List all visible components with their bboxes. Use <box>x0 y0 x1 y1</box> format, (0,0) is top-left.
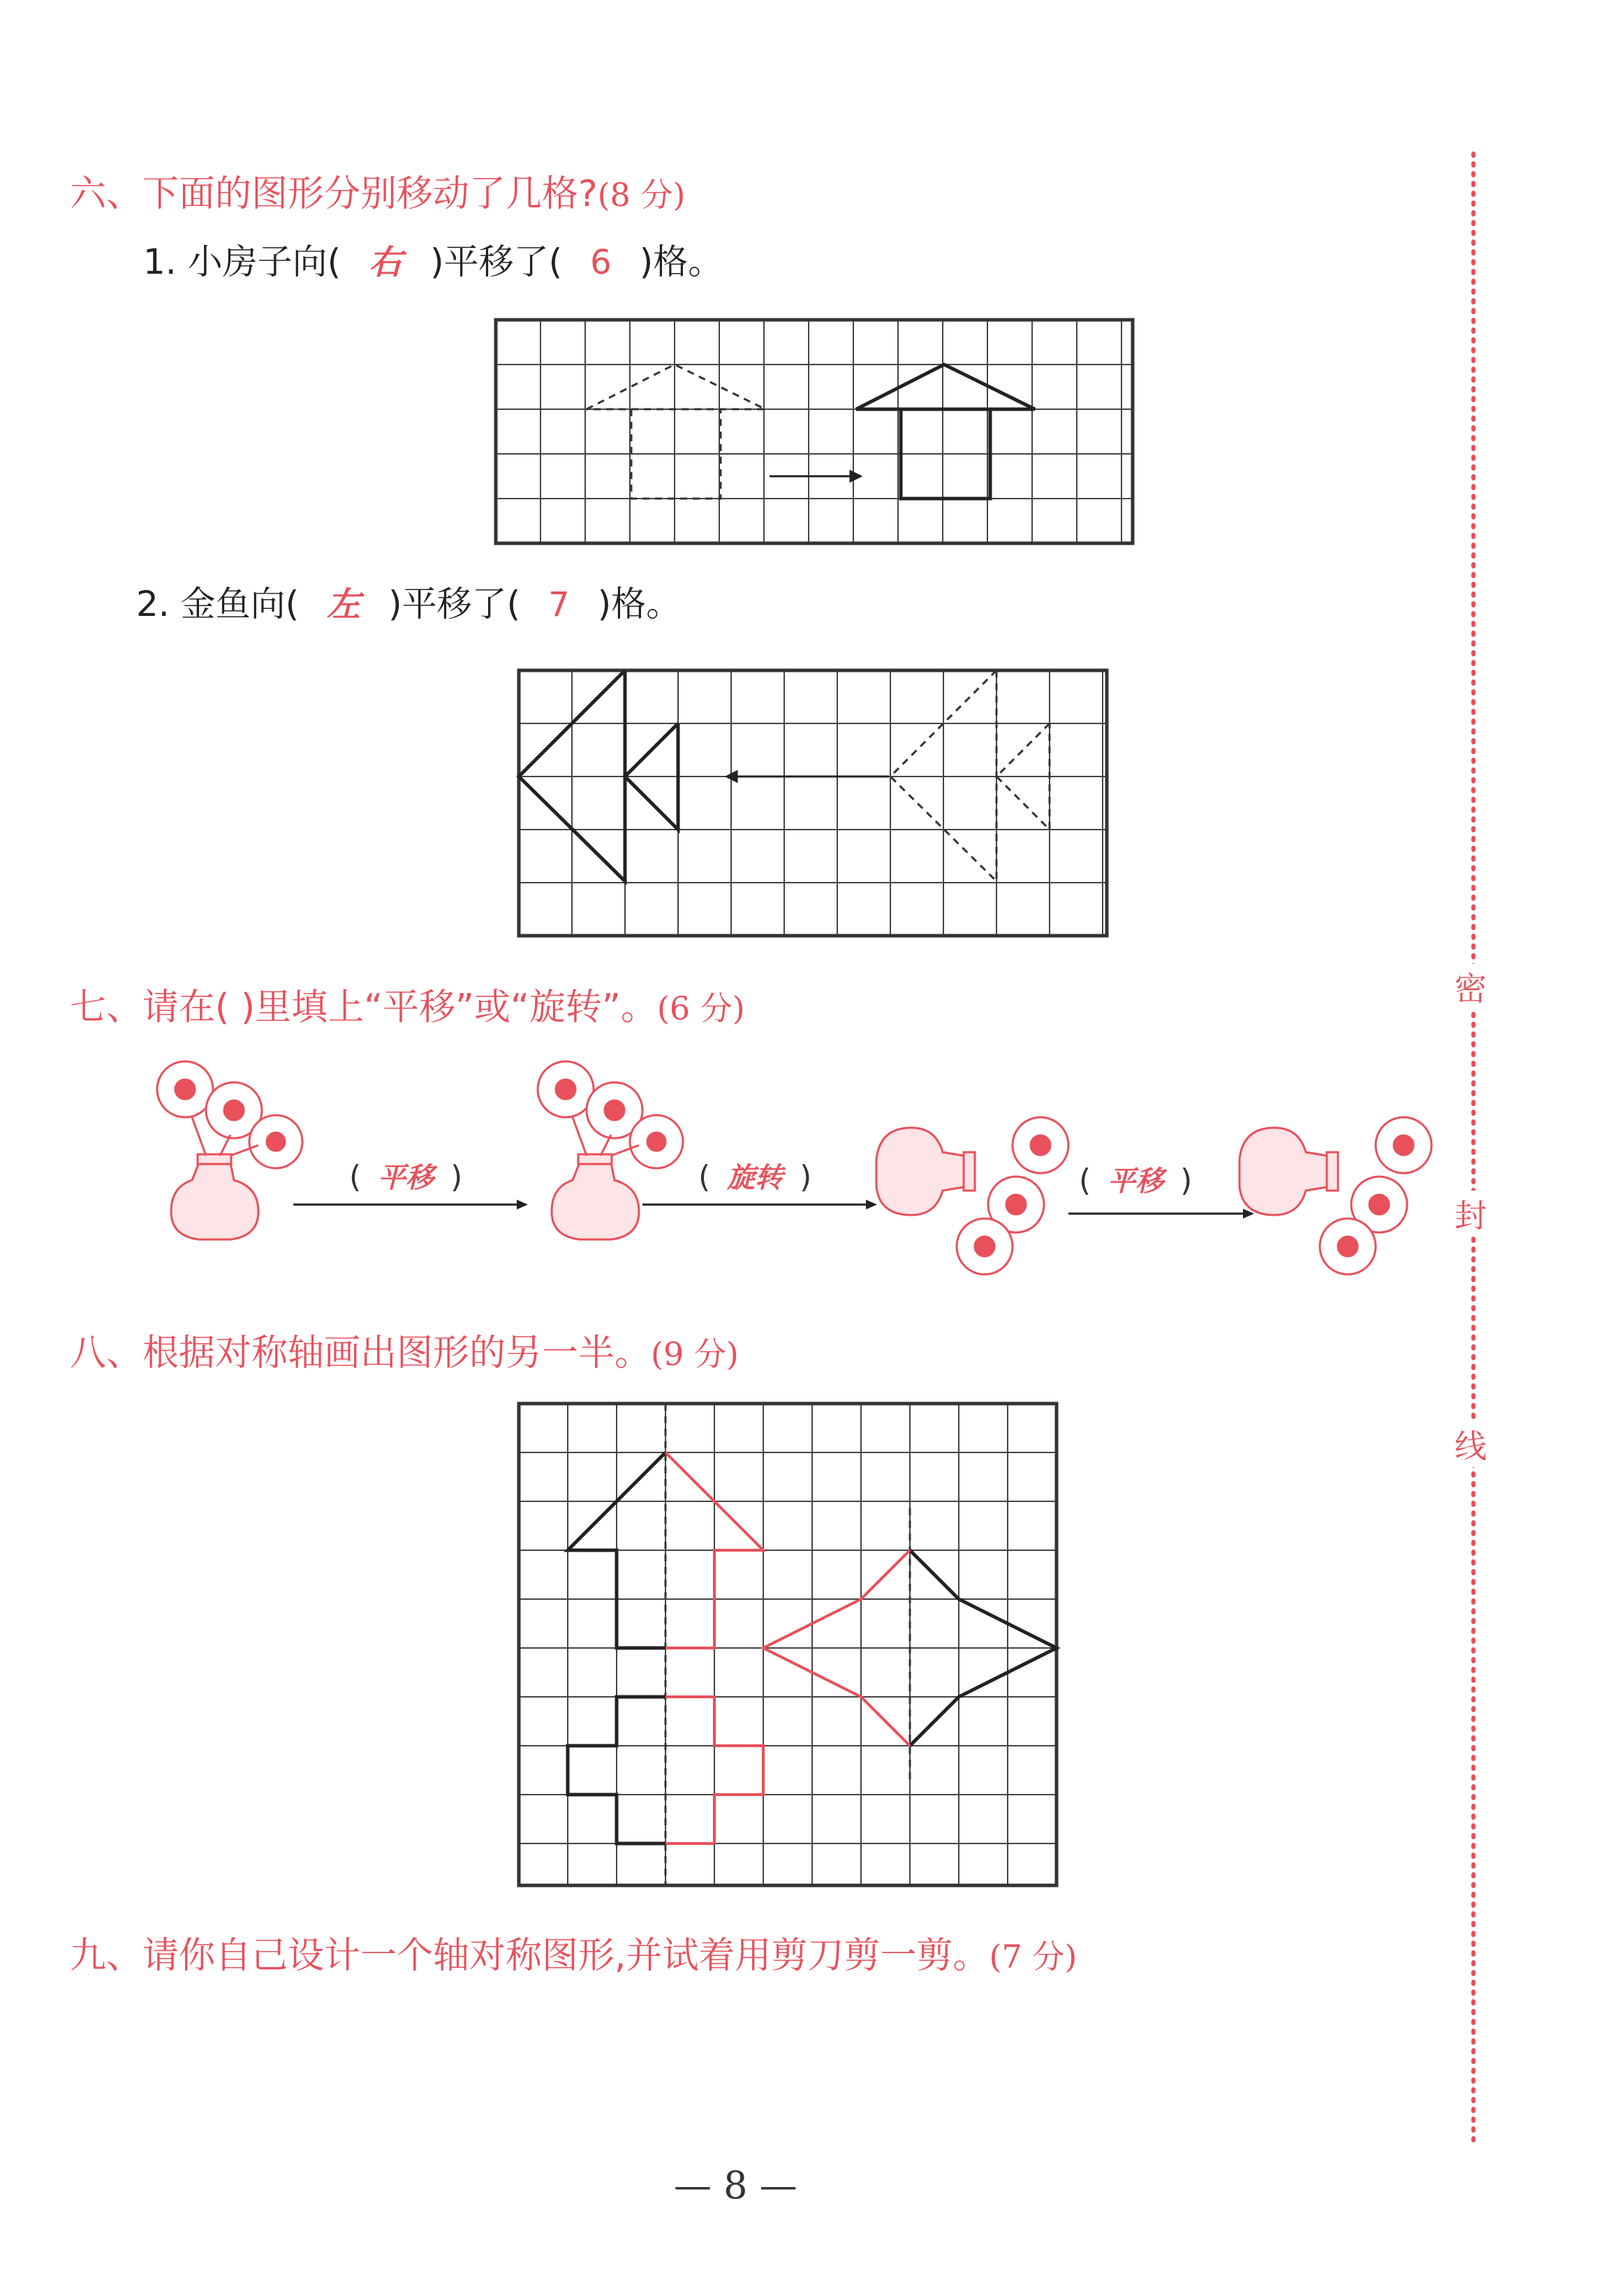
q6-item1-middle: )平移了( <box>430 242 563 282</box>
q8-title <box>70 1323 739 1376</box>
symmetry-grid-figure <box>519 1404 1057 1885</box>
fish-grid-figure <box>519 670 1107 936</box>
house-grid <box>496 320 1133 543</box>
q6-title-text: 六、下面的图形分别移动了几格? <box>70 173 598 215</box>
q7-score: (6 分) <box>656 989 745 1027</box>
q9-score: (7 分) <box>989 1938 1077 1975</box>
seal-line <box>1466 154 1480 2144</box>
q6-item1-prefix: 1. 小房子向( <box>143 242 341 282</box>
q6-item2-direction-answer: 左 <box>327 585 361 624</box>
flower-cluster-1 <box>157 1061 302 1168</box>
q7-arrow-1 <box>293 1198 531 1212</box>
q6-score: (8 分) <box>597 176 686 214</box>
vase-flowers-4-rotated <box>1229 1110 1446 1299</box>
q6-item2-suffix: )格。 <box>597 584 682 624</box>
fish-grid-border <box>519 670 1107 936</box>
house-grid-figure <box>496 320 1133 543</box>
q7-title <box>70 978 745 1030</box>
q7-answer-2: ( 旋转 ) <box>698 1156 811 1195</box>
q6-item1-direction-answer: 右 <box>369 243 403 282</box>
q6-item2-prefix: 2. 金鱼向( <box>136 584 300 624</box>
q8-title-text: 八、根据对称轴画出图形的另一半。 <box>70 1332 652 1374</box>
q6-item1-count-answer: 6 <box>590 243 612 282</box>
house-dashed-original <box>587 365 765 499</box>
q7-answer-2-text: 旋转 <box>727 1162 784 1194</box>
house-grid-border <box>496 320 1133 543</box>
symmetry-grid-border <box>519 1404 1057 1885</box>
q7-answer-1: ( 平移 ) <box>349 1156 462 1195</box>
fish-grid <box>519 670 1107 936</box>
seal-char-feng: 封 <box>1455 1191 1487 1237</box>
q7-answer-3: ( 平移 ) <box>1079 1159 1192 1199</box>
page-number: — 8 — <box>674 2163 797 2207</box>
q8-score: (9 分) <box>651 1335 739 1373</box>
q7-answer-1-text: 平移 <box>378 1162 434 1194</box>
q6-item2 <box>136 576 681 626</box>
q7-answer-3-text: 平移 <box>1108 1165 1164 1198</box>
seal-char-xian: 线 <box>1455 1421 1487 1467</box>
seal-char-mi: 密 <box>1455 964 1487 1010</box>
q6-item2-count-answer: 7 <box>548 585 570 624</box>
flower-cluster-4 <box>1320 1117 1432 1274</box>
flower-cluster-3 <box>957 1117 1068 1274</box>
q6-item1 <box>143 234 723 284</box>
q6-item2-middle: )平移了( <box>388 584 521 624</box>
fish-arrow <box>727 772 889 781</box>
q9-title-text: 九、请你自己设计一个轴对称图形,并试着用剪刀剪一剪。 <box>70 1935 990 1977</box>
flower-cluster-2 <box>538 1061 683 1168</box>
house-solid-moved <box>856 365 1035 499</box>
q7-arrow-2 <box>642 1198 880 1212</box>
house-arrow <box>770 471 860 481</box>
q9-title <box>70 1926 1077 1978</box>
q7-title-text: 七、请在( )里填上“平移”或“旋转”。 <box>70 987 657 1029</box>
symmetry-grid <box>519 1404 1057 1885</box>
q6-item1-suffix: )格。 <box>639 242 723 282</box>
q6-title <box>70 164 685 216</box>
vase-flowers-3-rotated <box>866 1110 1082 1299</box>
